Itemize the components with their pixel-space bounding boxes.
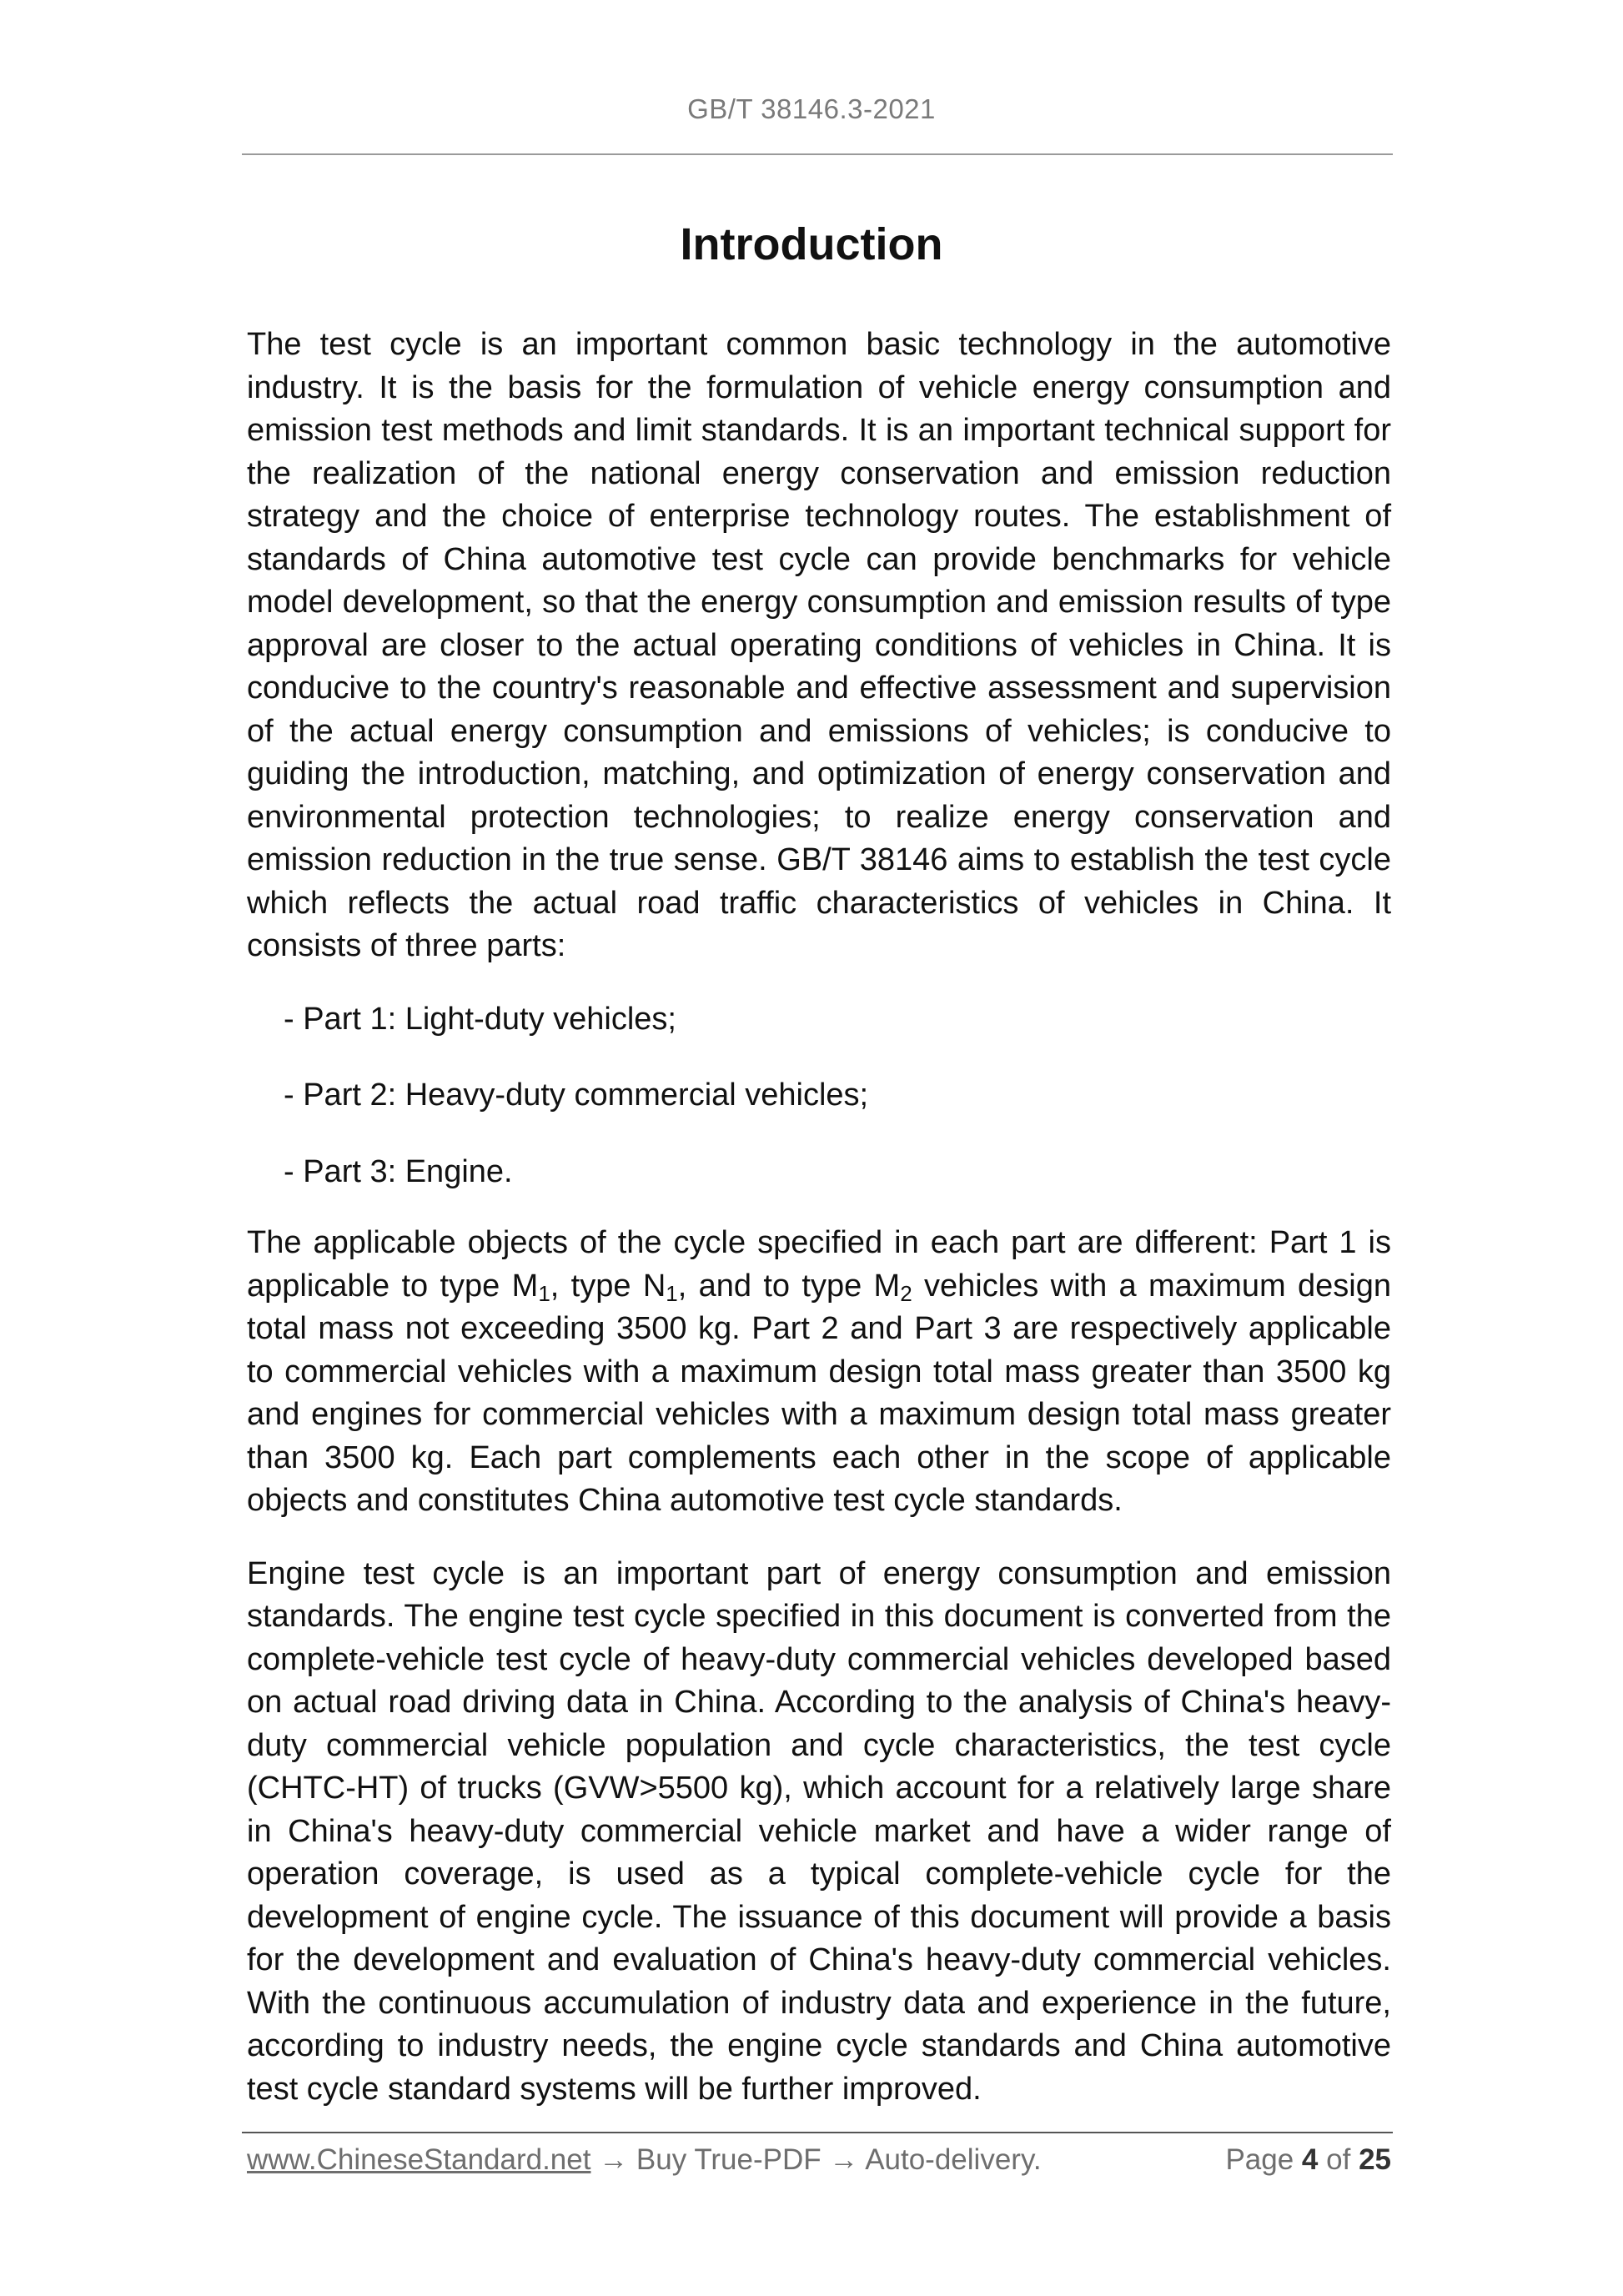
website-link[interactable]: www.ChineseStandard.net [247,2143,591,2176]
header-divider [242,153,1393,155]
arrow-right-icon: → [821,2143,866,2176]
of-label: of [1326,2143,1351,2176]
p2-subscript-1: 1 [538,1280,550,1306]
footer-divider [242,2132,1393,2133]
p2-subscript-2: 1 [666,1280,678,1306]
auto-delivery-text: Auto-delivery. [865,2143,1042,2176]
p2-subscript-3: 2 [900,1280,912,1306]
p2-text-3: , and to type M [677,1268,901,1304]
current-page: 4 [1301,2143,1319,2176]
arrow-right-icon: → [590,2143,636,2176]
page-title: Introduction [680,219,943,269]
intro-paragraph-3: Engine test cycle is an important part of energy consumption and emission standards. The engine test cycle specified in this document is converted from the complete-vehicle test cycle of heavy-duty commercial vehicles developed based on actual road driving data in China. According to the analysis of China's heavy-duty commercial vehicle population and cycle characteristics, the test cycle (CHTC-HT) of trucks (GVW>5500 kg), which account for a relatively large share in China's heavy-duty commercial vehicle market and have a wider range of operation coverage, is used as a typical complete-vehicle cycle for the development of engine cycle. The issuance of this document will provide a basis for the development and evaluation of China's heavy-duty commercial vehicles. With the continuous accumulation of industry data and experience in the future, according to industry needs, the engine cycle standards and China automotive test cycle standard systems will be further improved. [247,1555,1391,2107]
p2-text-1: The applicable objects of the cycle specified in each part are different: Part 1 is applicable to type M [247,1225,1391,1304]
list-item-part-1: - Part 1: Light-duty vehicles; [284,1001,676,1037]
buy-true-pdf-text: Buy True-PDF [636,2143,822,2176]
document-code-header: GB/T 38146.3-2021 [687,93,936,124]
page-footer [247,2140,1391,2180]
p2-text-4: vehicles with a maximum design total mass not exceeding 3500 kg. Part 2 and Part 3 are respectively applicable to commercial vehicles with a maximum design total mass greater than 3500 kg and engines for commercial vehicles with a maximum design total mass greater than 3500 kg. Each part complements each other in the scope of applicable objects and constitutes China automotive test cycle standards. [247,1268,1391,1518]
page-number [1225,2140,1391,2180]
page-label: Page [1225,2143,1294,2176]
document-body [247,324,1391,2111]
p2-text-2: , type N [550,1268,666,1304]
list-item-part-2: - Part 2: Heavy-duty commercial vehicles; [284,1078,869,1113]
list-item-part-3: - Part 3: Engine. [284,1153,513,1189]
footer-left [247,2140,1042,2180]
parts-list [247,998,1391,1194]
intro-paragraph-2 [247,1222,1391,1523]
total-pages: 25 [1359,2143,1391,2176]
intro-paragraph-1: The test cycle is an important common basic technology in the automotive industry. It is the basis for the formulation of vehicle energy consumption and emission test methods and limit standards. It is an important technical support for the realization of the national energy conservation and emission reduction strategy and the choice of enterprise technology routes. The establishment of standards of China automotive test cycle can provide benchmarks for vehicle model development, so that the energy consumption and emission results of type approval are closer to the actual operating conditions of vehicles in China. It is conducive to the country's reasonable and effective assessment and supervision of the actual energy consumption and emissions of vehicles; is conducive to guiding the introduction, matching, and optimization of energy conservation and environmental protection technologies; to realize energy conservation and emission reduction in the true sense. GB/T 38146 aims to establish the test cycle which reflects the actual road traffic characteristics of vehicles in China. It consists of three parts: [247,327,1391,963]
